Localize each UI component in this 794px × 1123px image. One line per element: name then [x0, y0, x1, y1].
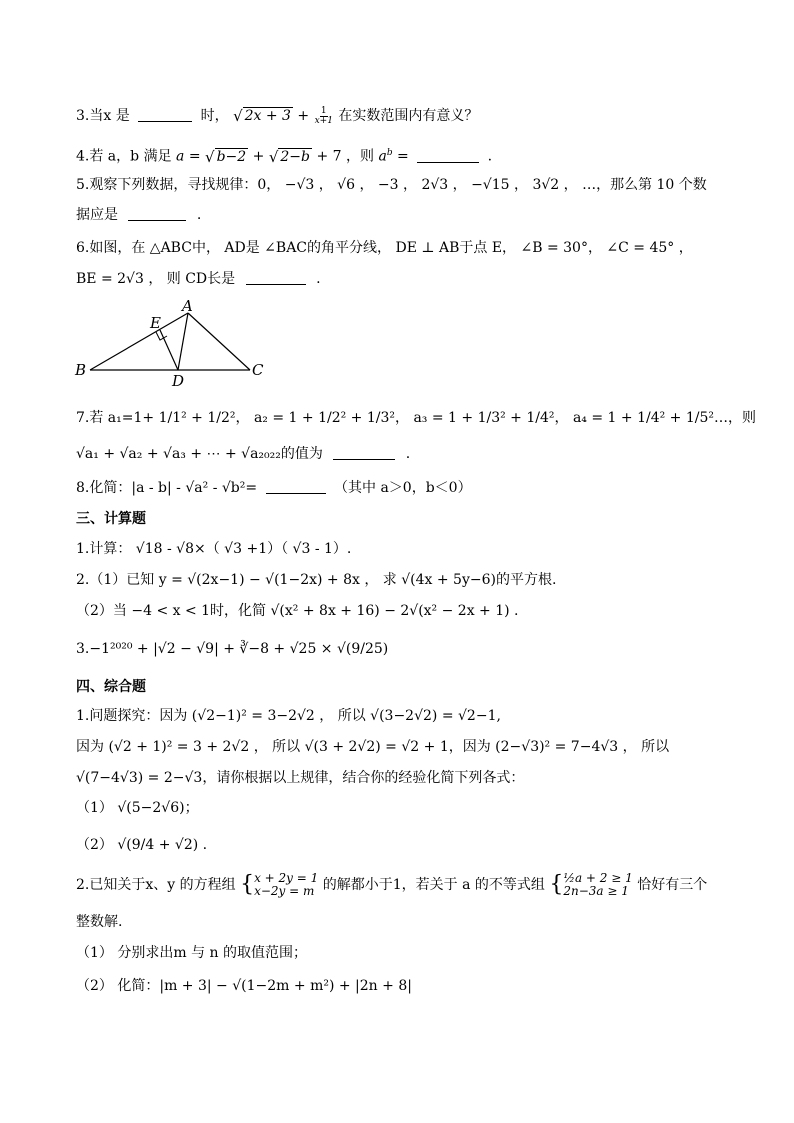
left-brace: {	[240, 872, 255, 897]
comp-1-line-c: √(7−4√3) = 2−√3，请你根据以上规律，结合你的经验化简下列各式：	[76, 770, 525, 786]
label-e: E	[150, 314, 161, 332]
answer-blank-3[interactable]	[138, 107, 192, 122]
triangle-figure	[70, 298, 280, 390]
problem-8-expression: 8.化简：|a - b| - √a² - √b²=	[76, 480, 258, 496]
comp-2-suffix: 恰好有三个	[637, 877, 708, 893]
section-4-title: 四、综合题	[76, 679, 146, 695]
label-d: D	[172, 372, 185, 390]
problem-5-prefix: 据应是	[76, 207, 118, 223]
problem-5-line-1: 5.观察下列数据，寻找规律：0， −√3 ， √6 ， −3 ， 2√3 ， −√15 ， 3√2 ， …，那么第 10 个数	[76, 177, 707, 193]
calc-2-part-1: 2.（1）已知 y = √(2x−1) − √(1−2x) + 8x ， 求 √(4x + 5y−6)的平方根.	[76, 572, 557, 588]
problem-8-condition: （其中 a＞0，b＜0）	[334, 480, 472, 496]
comp-2-line-b: 整数解.	[76, 914, 123, 930]
radical: √ 2−b	[268, 147, 310, 166]
problem-7-line-1: 7.若 a₁=1+ 1/1² + 1/2²， a₂ = 1 + 1/2² + 1/3²， a₃ = 1 + 1/3² + 1/4²， a₄ = 1 + 1/4² + 1/5²…，则	[76, 410, 756, 426]
comp-2-middle: 的解都小于1，若关于 a 的不等式组	[322, 877, 545, 893]
answer-blank-7[interactable]	[333, 445, 395, 460]
answer-blank-4[interactable]	[417, 148, 479, 163]
answer-blank-6[interactable]	[246, 270, 306, 285]
problem-4: 4.若 a，b 满足 a = √ b−2 + √ 2−b + 7 ，则 $a^b$ = .	[76, 147, 493, 166]
comp-2-item-2: （2） 化简：|m + 3| − √(1−2m + m²) + |2n + 8|	[76, 978, 412, 994]
calc-1: 1.计算： √18 - √8×（ √3 +1）（ √3 - 1）.	[76, 541, 352, 557]
left-brace: {	[549, 872, 564, 897]
side-ab	[90, 313, 188, 370]
label-a: A	[182, 298, 193, 315]
calc-2-part-2: （2）当 −4 < x < 1时，化简 √(x² + 8x + 16) − 2√(x² − 2x + 1) .	[76, 603, 519, 619]
problem-6-line-1: 6.如图，在 △ABC中， AD是 ∠BAC的角平分线， DE ⊥ AB于点 E， ∠B = 30°， ∠C = 45° ，	[76, 240, 693, 256]
problem-8	[76, 477, 472, 499]
equation-lhs: a =	[176, 148, 201, 165]
period: .	[196, 207, 202, 223]
comp-2-item-1: （1） 分别求出m 与 n 的取值范围；	[76, 945, 307, 961]
problem-3: 3.当x 是 时， √ 2x + 3 + $\frac{1}{x+1}$ 在实数范围内有意义？	[76, 105, 479, 126]
fraction: $\frac{1}{x+1}$	[314, 105, 333, 126]
problem-6-prefix: BE = 2√3 ， 则 CD长是	[76, 271, 236, 287]
side-ac	[188, 313, 250, 370]
section-3-title: 三、计算题	[76, 511, 146, 527]
comp-2-prefix: 2.已知关于x、y 的方程组	[76, 877, 236, 893]
period: .	[405, 446, 411, 462]
comp-1-line-b: 因为 (√2 + 1)² = 3 + 2√2 ， 所以 √(3 + 2√2) = √2 + 1，因为 (2−√3)² = 7−4√3 ， 所以	[76, 739, 670, 755]
period: .	[487, 148, 493, 165]
comp-1-item-2: （2） √(9/4 + √2) .	[76, 837, 208, 853]
problem-4-prefix: 4.若 a，b 满足	[76, 148, 172, 165]
label-c: C	[252, 361, 264, 379]
equals-sign: =	[397, 148, 409, 165]
problem-6-line-2	[76, 268, 321, 290]
label-b: B	[75, 361, 87, 379]
answer-blank-5[interactable]	[128, 206, 186, 221]
problem-3-prefix: 3.当x 是	[76, 108, 130, 124]
segment-de	[160, 330, 178, 370]
period: .	[316, 271, 321, 287]
equation-system: x + 2y = 1 x−2y = m	[254, 871, 319, 898]
power-exponent: b	[386, 148, 393, 158]
radical: √ 2x + 3	[233, 107, 291, 125]
comp-1-item-1: （1） √(5−2√6)；	[76, 800, 199, 816]
problem-7-expression: √a₁ + √a₂ + √a₃ + ⋯ + √a₂₀₂₂的值为	[76, 446, 323, 462]
problem-3-suffix: 在实数范围内有意义？	[338, 108, 479, 124]
answer-blank-8[interactable]	[266, 479, 326, 494]
comp-1-line-a: 1.问题探究：因为 (√2−1)² = 3−2√2 ， 所以 √(3−2√2) = √2−1,	[76, 708, 501, 724]
inequality-system: ½a + 2 ≥ 1 2n−3a ≥ 1	[563, 871, 633, 898]
problem-7-line-2	[76, 443, 410, 465]
segment-ad	[178, 313, 188, 370]
problem-3-mid: 时，	[200, 108, 229, 124]
calc-3: 3.−1²⁰²⁰ + |√2 − √9| + ∛−8 + √25 × √(9/25)	[76, 641, 389, 657]
comp-2-line-a	[76, 872, 707, 898]
problem-5-line-2	[76, 204, 201, 226]
power-base: a	[378, 148, 387, 165]
radical: √ b−2	[205, 147, 247, 166]
problem-4-tail: + 7 ，则	[316, 148, 374, 165]
